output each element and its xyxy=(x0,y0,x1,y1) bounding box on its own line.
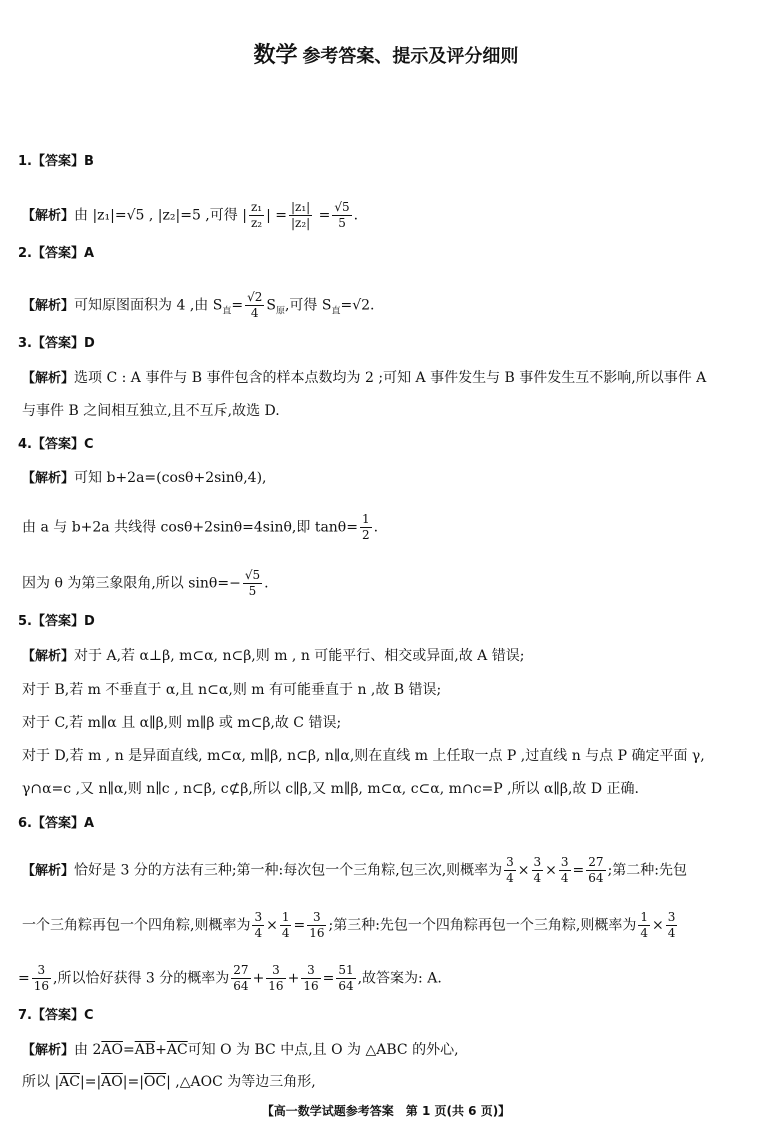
q5-analysis-line3: 对于 C,若 m∥α 且 α∥β,则 m∥β 或 m⊂β,故 C 错误; xyxy=(22,715,342,731)
q7-answer-line: 7.【答案】C xyxy=(18,1008,94,1023)
q5-answer-line: 5.【答案】D xyxy=(18,614,95,629)
q2-analysis: 【解析】可知原图面积为 4 ,由 $S_直=$ $\frac{√2}{4}$ $S_原$,可得 $S_直=√2$. xyxy=(22,290,375,320)
q3-analysis-line2: 与事件 B 之间相互独立,且不互斥,故选 D. xyxy=(22,403,280,419)
q6-analysis-line2: 一个三角粽再包一个四角粽,则概率为 $\frac{3}{4}$ × $\frac{1}{4}$ = $\frac{3}{16}$ ;第三种:先包一个四角粽再包一个三角粽,则概率为 $\frac{1}{4}$ × $\frac{3}{4}$ xyxy=(22,910,676,940)
q5-analysis-line5: γ∩α=c ,又 n∥α,则 n∥c , n⊂β, c⊄β,所以 c∥β,又 m∥β, m⊂α, c⊂α, m∩c=P ,所以 α∥β,故 D 正确. xyxy=(22,781,640,797)
q5-analysis-line4: 对于 D,若 m , n 是异面直线, m⊂α, m∥β, n⊂β, n∥α,则在直线 m 上任取一点 P ,过直线 n 与点 P 确定平面 γ, xyxy=(22,748,705,764)
q4-analysis-line3: 因为 θ 为第三象限角,所以 sinθ=− $\frac{√5}{5}$ . xyxy=(22,568,269,598)
q6-answer-line: 6.【答案】A xyxy=(18,816,95,831)
q2-answer-line: 2.【答案】A xyxy=(18,246,95,261)
q6-analysis-line3: = $\frac{3}{16}$ ,所以恰好获得 3 分的概率为 $\frac{27}{64}$ + $\frac{3}{16}$ + $\frac{3}{16}$ = $\frac{51}{64}$ ,故答案为: A. xyxy=(18,963,442,993)
page-footer: 【高一数学试题参考答案 第 1 页(共 6 页)】 xyxy=(261,1104,511,1118)
q3-answer-line: 3.【答案】D xyxy=(18,336,95,351)
title-main: 数学 xyxy=(253,43,298,68)
q7-analysis-line2: 所以 $|\overline{AC}|=|\overline{AO}|=|\overline{OC}|$ ,△AOC 为等边三角形, xyxy=(22,1074,316,1090)
q3-answer: D xyxy=(84,336,95,351)
q6-analysis-line1: 【解析】恰好是 3 分的方法有三种;第一种:每次包一个三角粽,包三次,则概率为 $\frac{3}{4}$ × $\frac{3}{4}$ × $\frac{3}{4}$ = $\frac{27}{64}$ ;第二种:先包 xyxy=(22,855,687,885)
q1-answer-line: 1.【答案】B xyxy=(18,154,94,169)
q5-analysis-line1: 【解析】对于 A,若 α⊥β, m⊂α, n⊂β,则 m , n 可能平行、相交或异面,故 A 错误; xyxy=(22,648,525,664)
q5-analysis-line2: 对于 B,若 m 不垂直于 α,且 n⊂α,则 m 有可能垂直于 n ,故 B 错误; xyxy=(22,682,442,698)
q6-answer: A xyxy=(84,816,95,831)
title-rest: 参考答案、提示及评分细则 xyxy=(302,46,519,67)
q2-answer: A xyxy=(84,246,95,261)
q7-analysis-line1: 【解析】由 $2\overline{AO}=\overline{AB}+\overline{AC}$可知 O 为 BC 中点,且 O 为 △ABC 的外心, xyxy=(22,1042,459,1058)
q5-answer: D xyxy=(84,614,95,629)
q4-analysis-line1: 【解析】可知 b+2a=(cosθ+2sinθ,4), xyxy=(22,470,267,486)
page-title xyxy=(0,38,772,69)
q1-answer: B xyxy=(84,154,94,169)
q4-answer: C xyxy=(84,437,94,452)
q4-analysis-line2: 由 a 与 b+2a 共线得 cosθ+2sinθ=4sinθ,即 tanθ= $\frac{1}{2}$ . xyxy=(22,512,379,542)
q4-answer-line: 4.【答案】C xyxy=(18,437,94,452)
q3-analysis-line1: 【解析】选项 C : A 事件与 B 事件包含的样本点数均为 2 ;可知 A 事件发生与 B 事件发生互不影响,所以事件 A xyxy=(22,370,707,386)
q7-answer: C xyxy=(84,1008,94,1023)
q1-analysis: 【解析】由 |z₁|=√5 , |z₂|=5 ,可得 | $\frac{\text{z₁}}{\text{z₂}}$ | = $\frac{\text{|z₁|}}{\text{|z₂|}}$ = $\frac{√5}{5}$ . xyxy=(22,200,359,230)
